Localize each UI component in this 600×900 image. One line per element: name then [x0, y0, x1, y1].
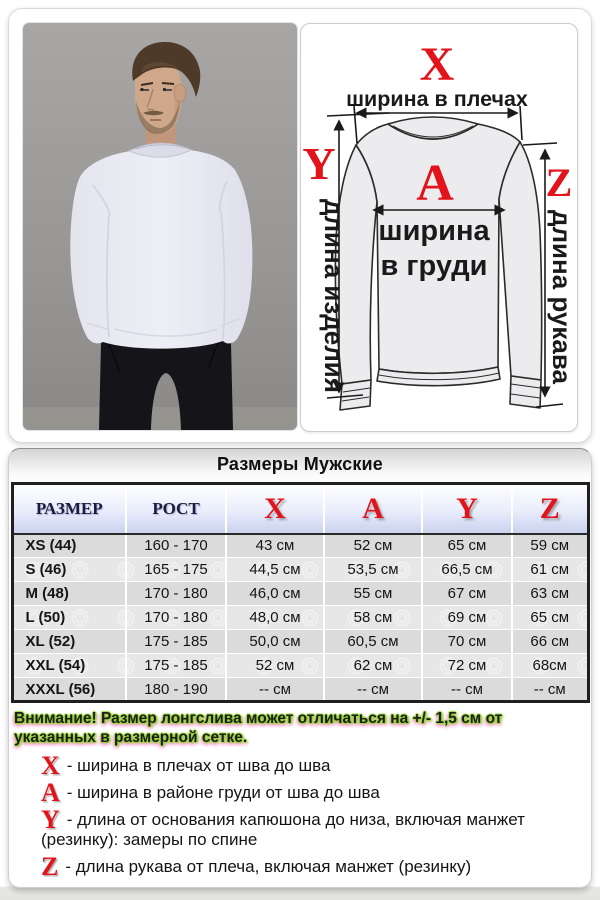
col-header-z: Z [512, 484, 588, 534]
legend-letter: A [41, 778, 60, 807]
x-value-cell: 44,5 см [226, 558, 324, 582]
a-value-cell: 58 см [324, 606, 422, 630]
right-sleeve [499, 142, 542, 380]
table-row [12, 678, 588, 702]
table-row [12, 654, 588, 678]
a-value-cell: 53,5 см [324, 558, 422, 582]
size-table-body [12, 534, 588, 702]
a-value-cell: 62 см [324, 654, 422, 678]
height-cell: 170 - 180 [126, 606, 226, 630]
a-value-cell: 60,5 см [324, 630, 422, 654]
size-cell: XS (44) [12, 534, 126, 558]
height-cell: 175 - 185 [126, 654, 226, 678]
measurement-diagram [300, 23, 578, 432]
legend-letter: Z [41, 852, 59, 881]
legend-item [41, 852, 581, 881]
x-value-cell: 43 см [226, 534, 324, 558]
size-cell: M (48) [12, 582, 126, 606]
size-table-title: Размеры Мужские [216, 454, 384, 474]
legend-item [41, 805, 581, 850]
table-row [12, 606, 588, 630]
x-value-cell: 50,0 см [226, 630, 324, 654]
size-cell: S (46) [12, 558, 126, 582]
sweatshirt [70, 150, 252, 349]
y-value-cell: 72 см [422, 654, 512, 678]
a-value-cell: 52 см [324, 534, 422, 558]
legend-text: - длина от основания капюшона до низа, включая манжет (резинку): замеры по спине [41, 810, 525, 849]
a-value-cell: 55 см [324, 582, 422, 606]
legend-item [41, 751, 581, 780]
height-cell: 165 - 175 [126, 558, 226, 582]
size-warning: Внимание! Размер лонгслива может отличаться на +/- 1,5 см от указанных в размерной сетке. [14, 710, 503, 746]
legend-text: - ширина в районе груди от шва до шва [66, 783, 380, 802]
size-cell: XXXL (56) [12, 678, 126, 702]
height-cell: 175 - 185 [126, 630, 226, 654]
table-row [12, 558, 588, 582]
z-value-cell: 61 см [512, 558, 588, 582]
table-row [12, 630, 588, 654]
z-value-cell: 59 см [512, 534, 588, 558]
legend-item [41, 778, 581, 807]
col-header-size: РАЗМЕР [12, 484, 126, 534]
diagram-label-a2: в груди [380, 250, 488, 282]
a-value-cell: -- см [324, 678, 422, 702]
size-cell: L (50) [12, 606, 126, 630]
col-header-x: X [226, 484, 324, 534]
diagram-letter-a: A [416, 155, 454, 212]
z-value-cell: -- см [512, 678, 588, 702]
height-cell: 180 - 190 [126, 678, 226, 702]
y-value-cell: 65 см [422, 534, 512, 558]
diagram-letter-x: X [419, 38, 455, 91]
right-cuff [510, 376, 541, 408]
x-value-cell: 46,0 см [226, 582, 324, 606]
diagram-label-x: ширина в плечах [346, 87, 528, 111]
size-cell: XXL (54) [12, 654, 126, 678]
z-value-cell: 66 см [512, 630, 588, 654]
y-value-cell: 70 см [422, 630, 512, 654]
model-photo-illustration [23, 23, 297, 430]
size-table-header [12, 484, 588, 534]
size-cell: XL (52) [12, 630, 126, 654]
legend-letter: X [41, 751, 60, 780]
z-value-cell: 65 см [512, 606, 588, 630]
x-value-cell: 52 см [226, 654, 324, 678]
diagram-letter-z: Z [545, 160, 573, 205]
x-value-cell: -- см [226, 678, 324, 702]
col-header-height: РОСТ [126, 484, 226, 534]
diagram-label-y: длина изделия [319, 199, 349, 393]
y-value-cell: 69 см [422, 606, 512, 630]
y-value-cell: 66,5 см [422, 558, 512, 582]
model-photo [23, 23, 297, 430]
measurement-legend [9, 751, 591, 881]
product-visuals-card [8, 8, 592, 443]
diagram-label-a1: ширина [378, 215, 490, 247]
col-header-a: A [324, 484, 422, 534]
diagram-letter-y: Y [302, 138, 336, 189]
legend-text: - длина рукава от плеча, включая манжет (резинку) [65, 857, 472, 876]
legend-text: - ширина в плечах от шва до шва [66, 756, 331, 775]
size-chart-card [8, 448, 592, 888]
height-cell: 160 - 170 [126, 534, 226, 558]
photo-floor [23, 407, 297, 430]
diagram-label-z: длина рукава [547, 210, 577, 384]
table-row [12, 582, 588, 606]
col-header-y: Y [422, 484, 512, 534]
measurement-diagram-svg [301, 24, 577, 431]
height-cell: 170 - 180 [126, 582, 226, 606]
x-value-cell: 48,0 см [226, 606, 324, 630]
size-table [11, 482, 590, 703]
z-value-cell: 68см [512, 654, 588, 678]
legend-letter: Y [41, 805, 60, 834]
y-value-cell: 67 см [422, 582, 512, 606]
y-value-cell: -- см [422, 678, 512, 702]
z-value-cell: 63 см [512, 582, 588, 606]
table-row [12, 534, 588, 558]
